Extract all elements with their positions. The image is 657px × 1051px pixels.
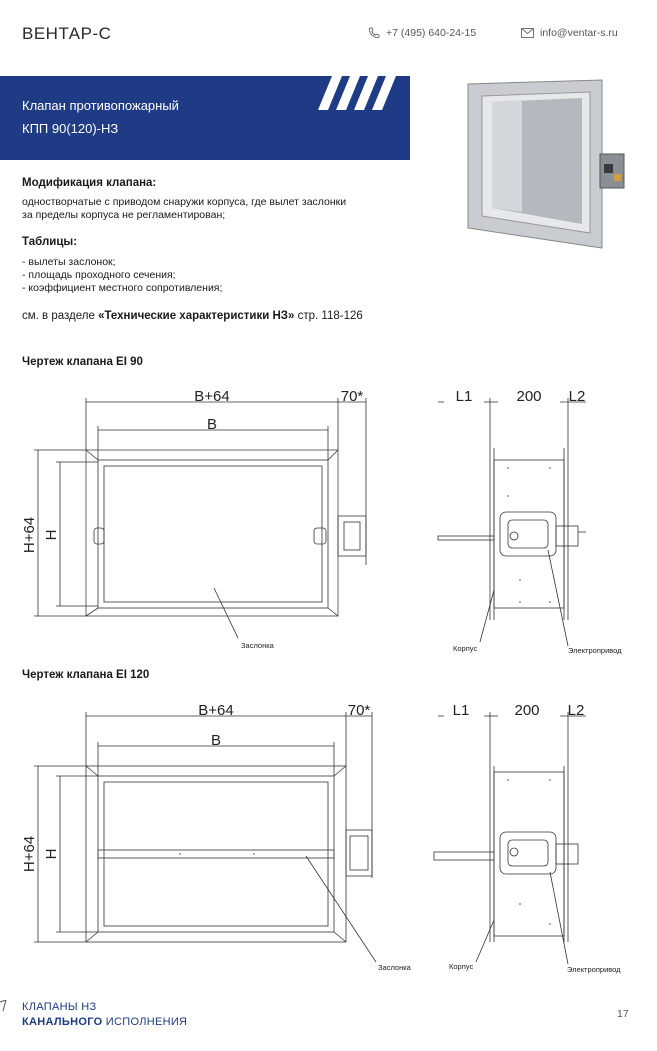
title-banner — [0, 76, 410, 160]
dim-h: H — [43, 848, 60, 860]
dim-b64: B+64 — [198, 702, 234, 719]
reference-section-link[interactable]: «Технические характеристики НЗ» — [98, 310, 295, 322]
dim-h64: H+64 — [21, 516, 38, 554]
dim-l1: L1 — [455, 388, 473, 405]
label-drive: Электропривод — [568, 646, 622, 655]
modification-line1: одностворчатые с приводом снаружи корпуса, где вылет заслонки — [22, 196, 347, 208]
brand-name: ВЕНТАР-С — [22, 24, 112, 43]
label-body: Корпус — [449, 962, 474, 971]
drawing2-ei120 — [0, 694, 657, 984]
modification-heading: Модификация клапана: — [22, 177, 157, 189]
drawing1-title: Чертеж клапана EI 90 — [22, 356, 143, 368]
decorative-stripes-icon — [318, 76, 398, 116]
footer-line2-bold: КАНАЛЬНОГО — [22, 1016, 103, 1028]
dim-200: 200 — [516, 388, 542, 405]
label-damper: Заслонка — [378, 963, 411, 972]
label-drive: Электропривод — [567, 965, 621, 974]
tables-item: - площадь проходного сечения; — [22, 269, 176, 281]
drawing1-ei90 — [0, 380, 657, 660]
tables-item: - вылеты заслонок; — [22, 256, 116, 268]
dim-l2: L2 — [567, 702, 585, 719]
dim-h64: H+64 — [21, 835, 38, 873]
dim-l1: L1 — [452, 702, 470, 719]
dim-200: 200 — [514, 702, 540, 719]
banner-title-line1: Клапан противопожарный — [22, 98, 179, 113]
tables-heading: Таблицы: — [22, 236, 78, 248]
dim-70: 70* — [340, 388, 364, 405]
reference-suffix: стр. 118-126 — [294, 310, 363, 322]
footer-line2 — [22, 1016, 187, 1028]
drawing2-title: Чертеж клапана EI 120 — [22, 669, 150, 681]
page-number: 17 — [617, 1008, 629, 1020]
phone-icon — [368, 27, 380, 39]
footer-line2-rest: ИСПОЛНЕНИЯ — [102, 1016, 188, 1028]
valve-photo — [462, 78, 632, 253]
email-address[interactable]: info@ventar-s.ru — [540, 27, 618, 39]
footer-line1: КЛАПАНЫ НЗ — [22, 1001, 97, 1013]
label-body: Корпус — [453, 644, 478, 653]
mail-icon — [521, 28, 534, 38]
dim-l2: L2 — [568, 388, 586, 405]
dim-h: H — [43, 529, 60, 541]
reference-prefix: см. в разделе — [22, 310, 99, 322]
dim-b: B — [210, 732, 222, 749]
tables-item: - коэффициент местного сопротивления; — [22, 282, 223, 294]
dim-70: 70* — [347, 702, 371, 719]
modification-line2: за пределы корпуса не регламентирован; — [22, 209, 226, 221]
label-damper: Заслонка — [241, 641, 274, 650]
email-contact — [521, 27, 618, 39]
dim-b64: B+64 — [194, 388, 230, 405]
footer-logo-icon — [0, 1000, 10, 1012]
reference-line — [22, 310, 363, 322]
phone-number[interactable]: +7 (495) 640-24-15 — [386, 27, 477, 39]
dim-b: B — [206, 416, 218, 433]
phone-contact — [368, 27, 476, 39]
banner-title-line2: КПП 90(120)-НЗ — [22, 121, 119, 136]
